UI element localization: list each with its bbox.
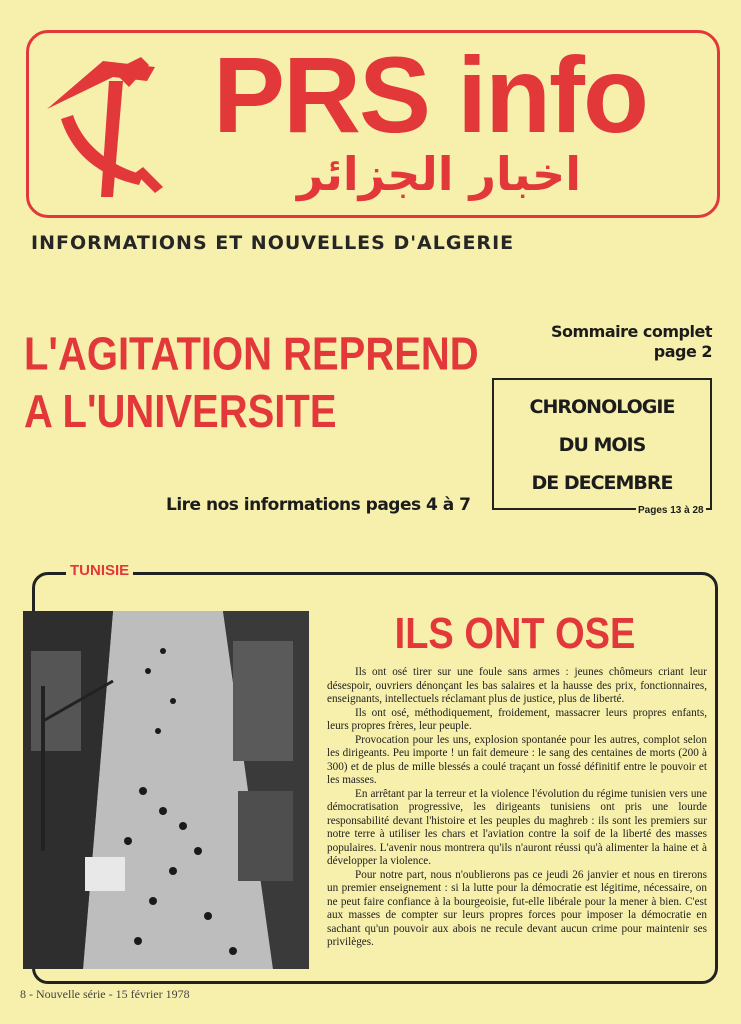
article-body: [327, 666, 707, 950]
article-paragraph-5: Pour notre part, nous n'oublierons pas ce jeudi 26 janvier et nous en tirerons un premier enseignement : si la lutte pour la démocratie est légitime, nécessaire, on ne peut faire confiance à la bourgeoisie, fut-elle libérale pour la mener à bien. C'est aux masses de compter sur leurs propres forces pour imposer la démocratie en sachant qu'un pouvoir aux abois ne recule devant aucun crime pour maintenir ses privilèges.: [327, 868, 707, 948]
headline-line-1: L'AGITATION REPREND: [24, 329, 479, 381]
page-footer: 8 - Nouvelle série - 15 février 1978: [20, 987, 190, 1001]
chronology-box: [492, 378, 712, 510]
sommaire-line-1: Sommaire complet: [550, 322, 712, 341]
read-pages-note: Lire nos informations pages 4 à 7: [166, 495, 471, 515]
sommaire-note: [500, 322, 712, 362]
headline-line-2: A L'UNIVERSITE: [24, 386, 337, 438]
article-paragraph-1: Ils ont osé tirer sur une foule sans armes : jeunes chômeurs criant leur désespoir, ouvriers dénonçant les bas salaires et la hausse des prix, fonctionnaires, enseignants, intellectuels réclamant plus de justice, plus de liberté.: [327, 666, 707, 705]
chronology-text: [494, 388, 710, 502]
main-headline: [24, 326, 484, 441]
chronology-pages: Pages 13 à 28: [638, 505, 704, 516]
chronology-line-3: DE DECEMBRE: [531, 472, 673, 494]
masthead: [26, 30, 720, 218]
masthead-arabic-title: اخبار الجزائر: [297, 147, 581, 201]
street-photo-image: [23, 611, 309, 969]
chronology-line-2: DU MOIS: [558, 434, 646, 456]
section-label: TUNISIE: [66, 562, 133, 579]
article-paragraph-3: Provocation pour les uns, explosion spontanée pour les autres, complot selon les dirigeants. Peu importe ! un fait demeure : le sang des centaines de morts (200 à 300) et de plus de mille blessés a coulé traçant un fossé définitif entre le pouvoir et les masses.: [327, 733, 707, 786]
article-title: ILS ONT OSE: [394, 610, 636, 659]
chronology-line-1: CHRONOLOGIE: [529, 396, 675, 418]
masthead-title: PRS info: [213, 34, 647, 155]
article-paragraph-4: En arrêtant par la terreur et la violence l'évolution du régime tunisien vers une démocratisation progressive, les dirigeants tunisiens ont pris une lourde responsabilité devant l'histoire et les peuples du maghreb : ils sont les premiers sur notre terre à utiliser les chars et l'aviation contre la soif de la liberté des masses populaires. L'avenir nous montrera qu'ils n'auront réussi qu'à alimenter la haine et à développer la violence.: [327, 787, 707, 867]
street-photo: [23, 611, 309, 969]
masthead-subtitle: INFORMATIONS ET NOUVELLES D'ALGERIE: [31, 232, 515, 254]
sommaire-line-2: page 2: [653, 342, 712, 361]
article-paragraph-2: Ils ont osé, méthodiquement, froidement, massacrer leurs propres enfants, leurs propres frères, leur peuple.: [327, 706, 707, 732]
